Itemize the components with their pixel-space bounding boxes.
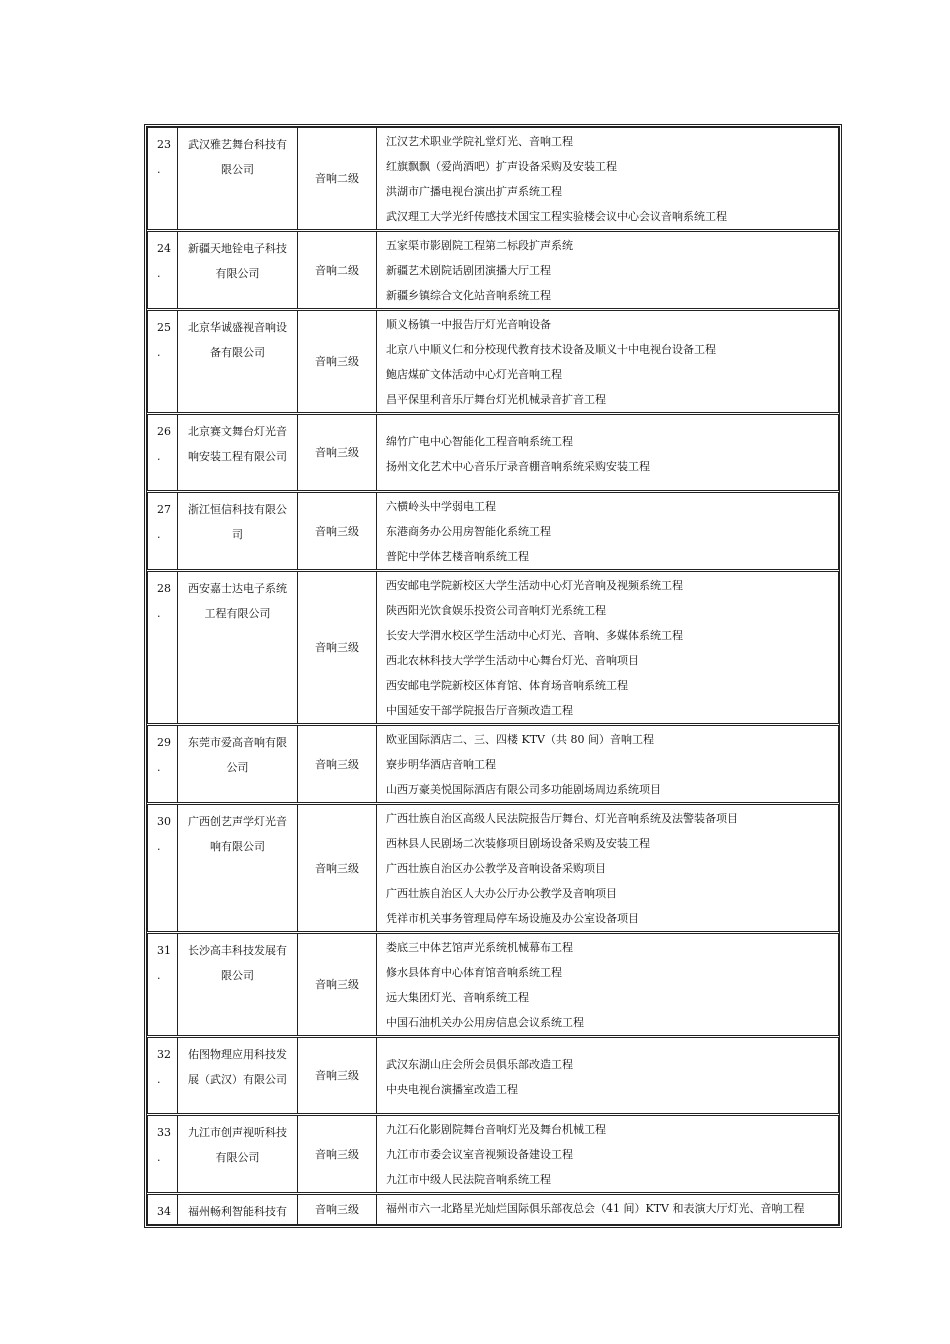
project-list — [377, 1195, 838, 1221]
company-cell — [178, 492, 298, 571]
row-number-cell — [148, 128, 178, 231]
project-item: 绵竹广电中心智能化工程音响系统工程 — [386, 435, 573, 448]
row-number-dot: . — [157, 1073, 161, 1086]
row-number-dot: . — [157, 346, 161, 359]
table-row — [148, 1037, 839, 1115]
grade-cell — [298, 933, 377, 1037]
grade-cell — [298, 310, 377, 414]
row-number-dot: . — [157, 1151, 161, 1164]
qualification-grade: 音响三级 — [315, 757, 359, 771]
enterprise-table-body — [147, 127, 839, 1225]
project-item: 西林县人民剧场二次装修项目剧场设备采购及安装工程 — [386, 837, 650, 850]
qualification-grade: 音响三级 — [315, 1203, 359, 1216]
projects-cell — [377, 804, 839, 933]
company-name: 九江市创声视听科技有限公司 — [188, 1126, 287, 1164]
enterprise-table — [144, 124, 842, 1228]
row-number: 25 — [157, 321, 171, 334]
row-number: 30 — [157, 815, 171, 828]
project-item: 福州市六一北路星光灿烂国际俱乐部夜总会（41 间）KTV 和表演大厅灯光、音响工程 — [386, 1202, 805, 1215]
project-item: 陕西阳光饮食娱乐投资公司音响灯光系统工程 — [386, 604, 606, 617]
project-item: 洪湖市广播电视台演出扩声系统工程 — [386, 185, 562, 198]
qualification-grade: 音响三级 — [315, 978, 359, 991]
grade-cell — [298, 571, 377, 725]
qualification-grade: 音响三级 — [315, 355, 359, 368]
row-number-dot: . — [157, 267, 161, 280]
company-name: 长沙高丰科技发展有限公司 — [188, 944, 287, 982]
row-number-dot: . — [157, 761, 161, 774]
row-number-cell — [148, 1194, 178, 1225]
grade-cell — [298, 725, 377, 804]
row-number: 32 — [157, 1048, 171, 1061]
project-item: 中国石油机关办公用房信息会议系统工程 — [386, 1016, 584, 1029]
project-item: 中央电视台演播室改造工程 — [386, 1083, 518, 1096]
company-name: 佑图物理应用科技发展（武汉）有限公司 — [188, 1048, 287, 1086]
grade-cell — [298, 231, 377, 310]
grade-cell — [298, 492, 377, 571]
project-item: 欧亚国际酒店二、三、四楼 KTV（共 80 间）音响工程 — [386, 733, 654, 746]
table-row — [148, 1194, 839, 1225]
company-cell — [178, 128, 298, 231]
project-item: 顺义杨镇一中报告厅灯光音响设备 — [386, 318, 551, 331]
qualification-grade: 音响三级 — [315, 1147, 359, 1161]
table-row — [148, 725, 839, 804]
row-number-cell — [148, 933, 178, 1037]
projects-cell — [377, 1194, 839, 1225]
project-item: 武汉东湖山庄会所会员俱乐部改造工程 — [386, 1058, 573, 1071]
row-number-dot: . — [157, 450, 161, 463]
project-item: 山西万豪美悦国际酒店有限公司多功能剧场周边系统项目 — [386, 783, 661, 796]
row-number-cell — [148, 231, 178, 310]
project-item: 鲍店煤矿文体活动中心灯光音响工程 — [386, 368, 562, 381]
row-number-cell — [148, 310, 178, 414]
project-item: 寮步明华酒店音响工程 — [386, 758, 496, 771]
project-item: 凭祥市机关事务管理局停车场设施及办公室设备项目 — [386, 912, 639, 925]
company-name: 北京华诚盛视音响设备有限公司 — [188, 321, 287, 359]
project-item: 武汉理工大学光纤传感技术国宝工程实验楼会议中心会议音响系统工程 — [386, 210, 727, 223]
qualification-grade: 音响三级 — [315, 641, 359, 654]
qualification-grade: 音响三级 — [315, 1069, 359, 1082]
row-number-cell — [148, 571, 178, 725]
table-row — [148, 933, 839, 1037]
projects-cell — [377, 414, 839, 492]
row-number-cell — [148, 414, 178, 492]
company-name: 武汉雅艺舞台科技有限公司 — [188, 138, 287, 176]
row-number: 24 — [157, 242, 171, 255]
grade-cell — [298, 1115, 377, 1194]
row-number: 33 — [157, 1126, 171, 1139]
projects-cell — [377, 128, 839, 231]
company-name: 北京赛文舞台灯光音响安装工程有限公司 — [188, 425, 287, 463]
project-item: 娄底三中体艺馆声光系统机械幕布工程 — [386, 941, 573, 954]
project-item: 东港商务办公用房智能化系统工程 — [386, 525, 551, 538]
project-list — [377, 311, 838, 412]
row-number-dot: . — [157, 163, 161, 176]
company-cell — [178, 310, 298, 414]
project-list — [377, 1116, 838, 1192]
project-item: 扬州文化艺术中心音乐厅录音棚音响系统采购安装工程 — [386, 460, 650, 473]
projects-cell — [377, 571, 839, 725]
row-number: 31 — [157, 944, 171, 957]
project-item: 远大集团灯光、音响系统工程 — [386, 991, 529, 1004]
qualification-grade: 音响三级 — [315, 524, 359, 538]
project-item: 中国延安干部学院报告厅音频改造工程 — [386, 704, 573, 717]
row-number-dot: . — [157, 607, 161, 620]
project-list — [377, 1038, 838, 1113]
grade-cell — [298, 1194, 377, 1225]
projects-cell — [377, 1115, 839, 1194]
row-number: 28 — [157, 582, 171, 595]
project-list — [377, 805, 838, 931]
project-item: 普陀中学体艺楼音响系统工程 — [386, 550, 529, 563]
project-item: 西安邮电学院新校区体育馆、体育场音响系统工程 — [386, 679, 628, 692]
table-row — [148, 310, 839, 414]
project-item: 北京八中顺义仁和分校现代教育技术设备及顺义十中电视台设备工程 — [386, 343, 716, 356]
project-item: 新疆艺术剧院话剧团演播大厅工程 — [386, 264, 551, 277]
row-number-cell — [148, 1115, 178, 1194]
row-number-dot: . — [157, 840, 161, 853]
company-cell — [178, 933, 298, 1037]
project-item: 西北农林科技大学学生活动中心舞台灯光、音响项目 — [386, 654, 639, 667]
project-item: 新疆乡镇综合文化站音响系统工程 — [386, 289, 551, 302]
project-list — [377, 726, 838, 802]
qualification-grade: 音响三级 — [315, 861, 359, 875]
projects-cell — [377, 725, 839, 804]
row-number-cell — [148, 725, 178, 804]
project-item: 广西壮族自治区办公教学及音响设备采购项目 — [386, 862, 606, 875]
row-number-cell — [148, 492, 178, 571]
project-item: 九江市市委会议室音视频设备建设工程 — [386, 1148, 573, 1161]
company-cell — [178, 804, 298, 933]
projects-cell — [377, 231, 839, 310]
project-item: 西安邮电学院新校区大学生活动中心灯光音响及视频系统工程 — [386, 579, 683, 592]
grade-cell — [298, 1037, 377, 1115]
grade-cell — [298, 414, 377, 492]
company-name: 东莞市爱高音响有限公司 — [188, 736, 287, 774]
row-number-cell — [148, 1037, 178, 1115]
project-list — [377, 493, 838, 569]
table-row — [148, 804, 839, 933]
project-item: 红旗飘飘（爱尚酒吧）扩声设备采购及安装工程 — [386, 160, 617, 173]
projects-cell — [377, 1037, 839, 1115]
project-item: 修水县体育中心体育馆音响系统工程 — [386, 966, 562, 979]
project-list — [377, 128, 838, 229]
project-item: 昌平保里利音乐厅舞台灯光机械录音扩音工程 — [386, 393, 606, 406]
projects-cell — [377, 310, 839, 414]
table-row — [148, 1115, 839, 1194]
row-number-cell — [148, 804, 178, 933]
company-cell — [178, 1115, 298, 1194]
table-row — [148, 571, 839, 725]
row-number: 26 — [157, 425, 171, 438]
company-cell — [178, 571, 298, 725]
row-number: 27 — [157, 503, 171, 516]
project-item: 长安大学渭水校区学生活动中心灯光、音响、多媒体系统工程 — [386, 629, 683, 642]
table-row — [148, 128, 839, 231]
row-number: 34 — [157, 1205, 171, 1218]
projects-cell — [377, 933, 839, 1037]
company-cell — [178, 231, 298, 310]
qualification-grade: 音响二级 — [315, 172, 359, 185]
company-cell — [178, 725, 298, 804]
company-name: 浙江恒信科技有限公司 — [188, 503, 287, 541]
company-cell — [178, 1037, 298, 1115]
project-item: 九江石化影剧院舞台音响灯光及舞台机械工程 — [386, 1123, 606, 1136]
project-item: 广西壮族自治区高级人民法院报告厅舞台、灯光音响系统及法警装备项目 — [386, 812, 738, 825]
table-row — [148, 492, 839, 571]
row-number-dot: . — [157, 969, 161, 982]
project-item: 广西壮族自治区人大办公厅办公教学及音响项目 — [386, 887, 617, 900]
project-list — [377, 934, 838, 1035]
project-list — [377, 232, 838, 308]
qualification-grade: 音响二级 — [315, 263, 359, 277]
project-item: 九江市中级人民法院音响系统工程 — [386, 1173, 551, 1186]
table-row — [148, 414, 839, 492]
project-item: 江汉艺术职业学院礼堂灯光、音响工程 — [386, 135, 573, 148]
qualification-grade: 音响三级 — [315, 446, 359, 459]
company-cell — [178, 414, 298, 492]
table-row — [148, 231, 839, 310]
row-number-dot: . — [157, 528, 161, 541]
project-item: 五家渠市影剧院工程第二标段扩声系统 — [386, 239, 573, 252]
project-item: 六横岭头中学弱电工程 — [386, 500, 496, 513]
project-list — [377, 572, 838, 723]
grade-cell — [298, 804, 377, 933]
company-name: 广西创艺声学灯光音响有限公司 — [188, 815, 287, 853]
projects-cell — [377, 492, 839, 571]
company-cell — [178, 1194, 298, 1225]
company-name: 西安嘉士达电子系统工程有限公司 — [188, 582, 287, 620]
project-list — [377, 415, 838, 490]
grade-cell — [298, 128, 377, 231]
row-number: 23 — [157, 138, 171, 151]
company-name: 新疆天地铨电子科技有限公司 — [188, 242, 287, 280]
row-number: 29 — [157, 736, 171, 749]
company-name: 福州畅利智能科技有 — [188, 1205, 287, 1218]
